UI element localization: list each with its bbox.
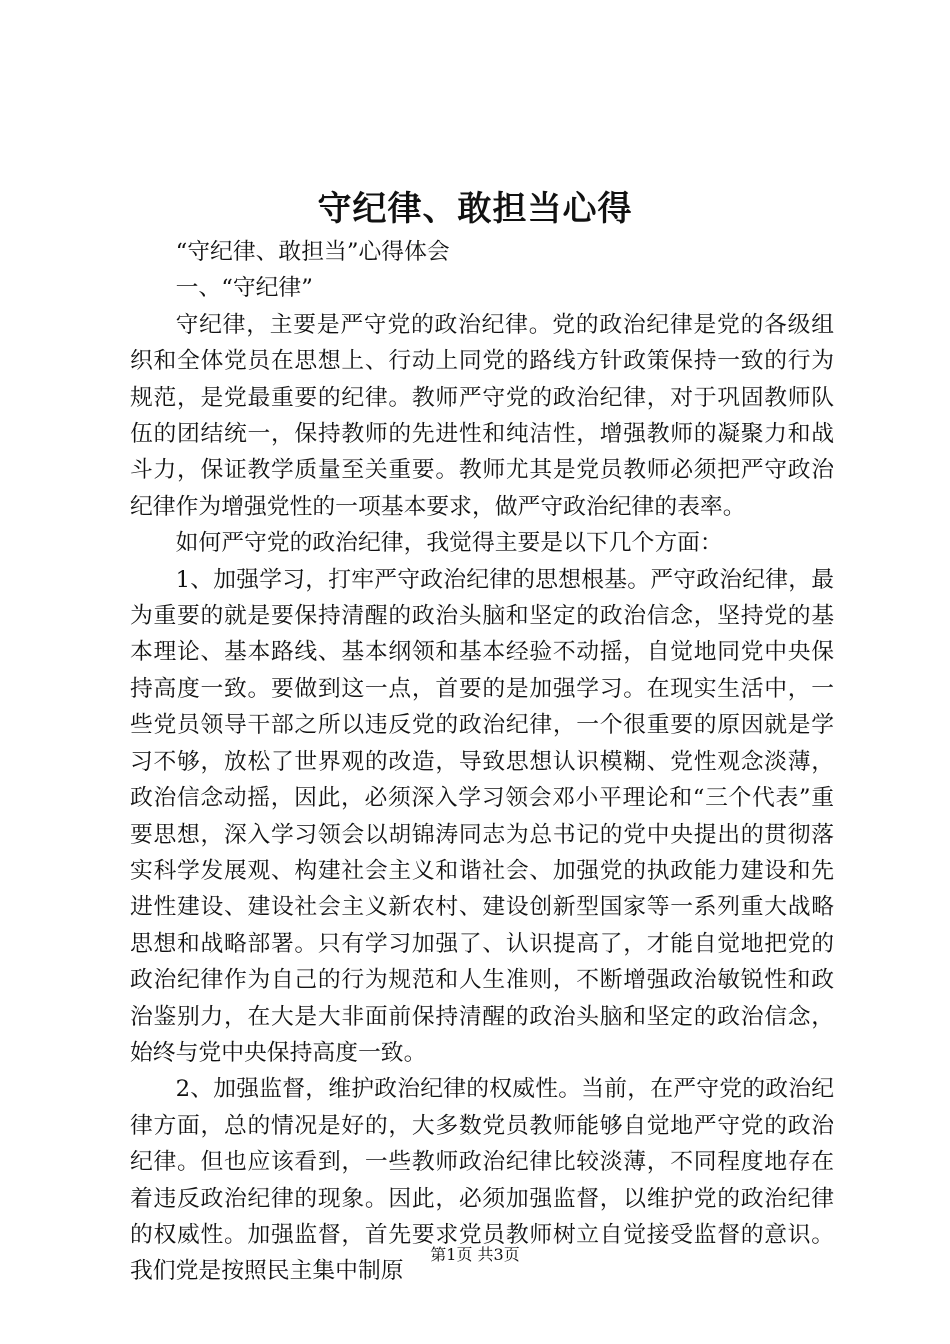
paragraph: 2、加强监督，维护政治纪律的权威性。当前，在严守党的政治纪律方面，总的情况是好的，大多数党员教师能够自觉地严守党的政治纪律。但也应该看到，一些教师政治纪律比较淡薄，不同程度地存在着违反政治纪律的现象。因此，必须加强监督，以维护党的政治纪律的权威性。加强监督，首先要求党员教师树立自觉接受监督的意识。我们党是按照民主集中制原 (130, 1076, 834, 1285)
page-number-footer: 第1页 共3页 (430, 1245, 520, 1264)
document-title: 守纪律、敢担当心得 (317, 189, 633, 229)
paragraph-subtitle: “守纪律、敢担当”心得体会 (175, 239, 450, 265)
paragraph: 1、加强学习，打牢严守政治纪律的思想根基。严守政治纪律，最为重要的就是要保持清醒的政治头脑和坚定的政治信念，坚持党的基本理论、基本路线、基本纲领和基本经验不动摇，自觉地同党中央保持高度一致。要做到这一点，首要的是加强学习。在现实生活中，一些党员领导干部之所以违反党的政治纪律，一个很重要的原因就是学习不够，放松了世界观的改造，导致思想认识模糊、党性观念淡薄，政治信念动摇，因此，必须深入学习领会邓小平理论和“三个代表”重要思想，深入学习领会以胡锦涛同志为总书记的党中央提出的贯彻落实科学发展观、构建社会主义和谐社会、加强党的执政能力建设和先进性建设、建设社会主义新农村、建设创新型国家等一系列重大战略思想和战略部署。只有学习加强了、认识提高了，才能自觉地把党的政治纪律作为自己的行为规范和人生准则，不断增强政治敏锐性和政治鉴别力，在大是大非面前保持清醒的政治头脑和坚定的政治信念，始终与党中央保持高度一致。 (130, 566, 834, 1066)
paragraph: 守纪律，主要是严守党的政治纪律。党的政治纪律是党的各级组织和全体党员在思想上、行动上同党的路线方针政策保持一致的行为规范，是党最重要的纪律。教师严守党的政治纪律，对于巩固教师队伍的团结统一，保持教师的先进性和纯洁性，增强教师的凝聚力和战斗力，保证教学质量至关重要。教师尤其是党员教师必须把严守政治纪律作为增强党性的一项基本要求，做严守政治纪律的表率。 (130, 311, 834, 520)
document-body (130, 234, 834, 1290)
paragraph: 如何严守党的政治纪律，我觉得主要是以下几个方面： (175, 530, 723, 557)
paragraph-section-heading: 一、“守纪律” (175, 275, 313, 302)
